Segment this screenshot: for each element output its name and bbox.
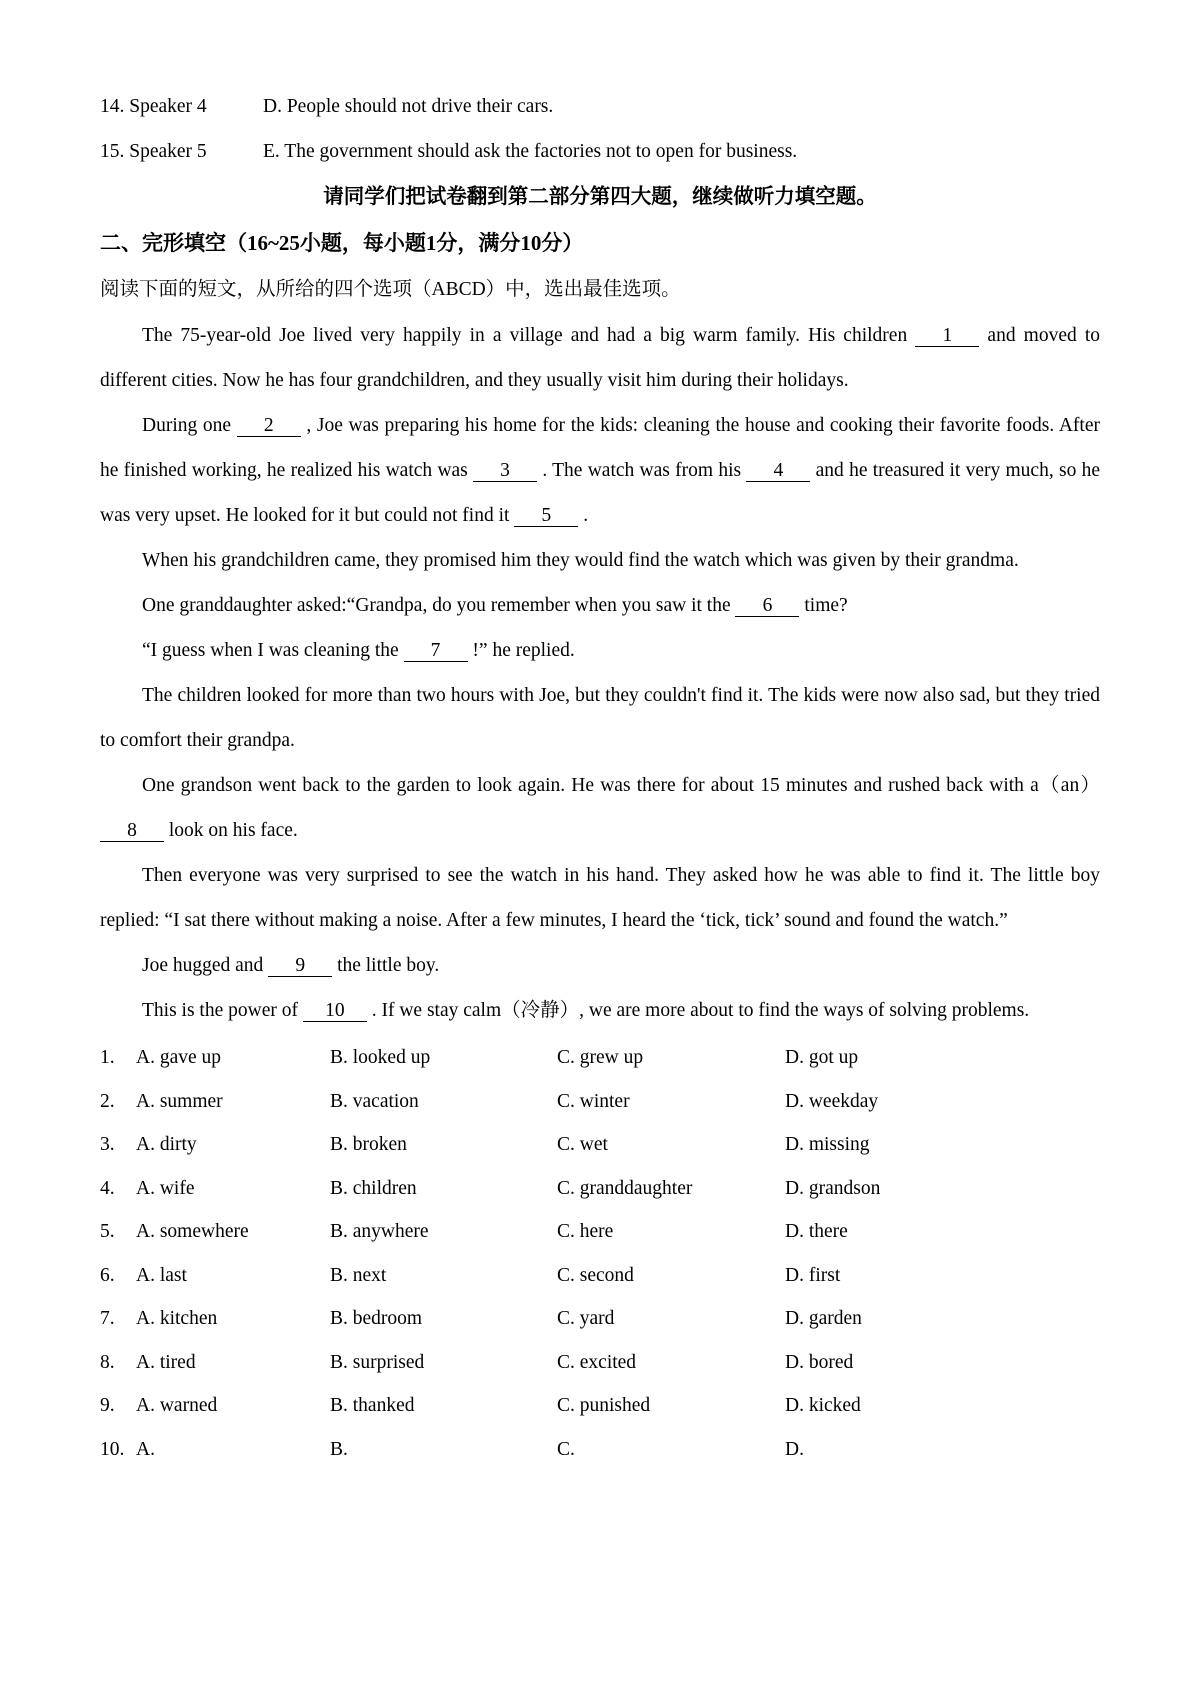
option-a: A. kitchen bbox=[136, 1308, 218, 1329]
option-row bbox=[100, 1123, 1100, 1167]
option-b: B. looked up bbox=[330, 1047, 431, 1068]
cloze-blank: 1 bbox=[915, 326, 979, 347]
option-d: D. bbox=[785, 1438, 804, 1460]
option-row bbox=[100, 1384, 1100, 1428]
passage-paragraph: The 75-year-old Joe lived very happily in a village and had a big warm family. His children 1 and moved to different cities. Now he has four grandchildren, and they usually visit him during their holidays. bbox=[100, 325, 1100, 391]
option-row bbox=[100, 1080, 1100, 1124]
option-d: D. got up bbox=[785, 1047, 859, 1068]
listening-item bbox=[100, 84, 1100, 129]
option-row bbox=[100, 1210, 1100, 1254]
option-row bbox=[100, 1036, 1100, 1080]
cloze-passage bbox=[100, 313, 1100, 1033]
question-number: 8. bbox=[100, 1351, 115, 1373]
listening-section bbox=[100, 84, 1100, 220]
option-row bbox=[100, 1167, 1100, 1211]
option-a: A. summer bbox=[136, 1090, 223, 1112]
option-d: D. first bbox=[785, 1264, 841, 1286]
question-number: 4. bbox=[100, 1177, 115, 1199]
option-row bbox=[100, 1428, 1100, 1472]
passage-paragraph: One granddaughter asked:“Grandpa, do you remember when you saw it the 6 time? bbox=[142, 595, 848, 616]
cloze-blank: 2 bbox=[237, 416, 301, 437]
listening-item bbox=[100, 129, 1100, 174]
option-b: B. children bbox=[330, 1177, 417, 1199]
speaker-label: 14. Speaker 4 bbox=[100, 96, 207, 117]
cloze-blank: 4 bbox=[746, 461, 810, 482]
cloze-blank: 9 bbox=[268, 956, 332, 977]
passage-paragraph: During one 2 , Joe was preparing his home for the kids: cleaning the house and cooking their favorite foods. After he finished working, he realized his watch was 3 . The watch was from his 4 and he treasured it very much, so he was very upset. He looked for it but could not find it 5 . bbox=[100, 415, 1100, 526]
option-d: D. bored bbox=[785, 1351, 854, 1373]
option-c: C. yard bbox=[557, 1308, 615, 1329]
question-number: 9. bbox=[100, 1395, 115, 1416]
cloze-blank: 10 bbox=[303, 1001, 367, 1022]
option-b: B. bbox=[330, 1438, 348, 1460]
option-c: C. grew up bbox=[557, 1047, 644, 1068]
option-c: C. wet bbox=[557, 1134, 608, 1155]
cloze-blank: 5 bbox=[514, 506, 578, 527]
cloze-blank: 6 bbox=[735, 596, 799, 617]
option-d: D. there bbox=[785, 1221, 848, 1242]
option-a: A. wife bbox=[136, 1177, 195, 1199]
question-number: 5. bbox=[100, 1221, 115, 1242]
option-c: C. winter bbox=[557, 1090, 630, 1112]
option-b: B. surprised bbox=[330, 1351, 425, 1373]
option-row bbox=[100, 1297, 1100, 1341]
section-instructions: 阅读下面的短文，从所给的四个选项（ABCD）中，选出最佳选项。 bbox=[100, 279, 681, 300]
option-row bbox=[100, 1341, 1100, 1385]
option-c: C. here bbox=[557, 1221, 614, 1242]
option-a: A. gave up bbox=[136, 1047, 222, 1068]
question-number: 1. bbox=[100, 1047, 115, 1068]
speaker-label: 15. Speaker 5 bbox=[100, 141, 207, 162]
option-d: D. garden bbox=[785, 1308, 862, 1329]
option-a: A. warned bbox=[136, 1395, 218, 1416]
option-b: B. bedroom bbox=[330, 1308, 423, 1329]
option-d: D. kicked bbox=[785, 1395, 861, 1416]
cloze-blank: 3 bbox=[473, 461, 537, 482]
option-c: C. second bbox=[557, 1264, 634, 1286]
turn-page-notice: 请同学们把试卷翻到第二部分第四大题，继续做听力填空题。 bbox=[323, 186, 877, 208]
option-b: B. anywhere bbox=[330, 1221, 429, 1242]
option-a: A. dirty bbox=[136, 1134, 197, 1155]
option-a: A. bbox=[136, 1438, 155, 1460]
option-c: C. excited bbox=[557, 1351, 637, 1373]
option-b: B. next bbox=[330, 1264, 387, 1286]
question-number: 10. bbox=[100, 1438, 125, 1460]
passage-paragraph: The children looked for more than two hours with Joe, but they couldn't find it. The kids were now also sad, but they tried to comfort their grandpa. bbox=[100, 685, 1100, 751]
question-number: 2. bbox=[100, 1090, 115, 1112]
option-c: C. granddaughter bbox=[557, 1177, 693, 1199]
passage-paragraph: When his grandchildren came, they promised him they would find the watch which was given by their grandma. bbox=[142, 550, 1019, 571]
cloze-blank: 7 bbox=[404, 641, 468, 662]
cloze-blank: 8 bbox=[100, 821, 164, 842]
section-title: 二、完形填空（16~25小题，每小题1分，满分10分） bbox=[100, 231, 584, 255]
question-number: 3. bbox=[100, 1134, 115, 1155]
option-row-clipped bbox=[100, 1428, 1100, 1460]
option-d: D. grandson bbox=[785, 1177, 881, 1199]
passage-paragraph: This is the power of 10 . If we stay calm（冷静）, we are more about to find the ways of solving problems. bbox=[142, 1000, 1030, 1021]
option-row bbox=[100, 1254, 1100, 1298]
passage-paragraph: One grandson went back to the garden to look again. He was there for about 15 minutes and rushed back with a（an） 8 look on his face. bbox=[100, 763, 1100, 853]
option-a: A. tired bbox=[136, 1351, 196, 1373]
question-number: 7. bbox=[100, 1308, 115, 1329]
passage-paragraph: Joe hugged and 9 the little boy. bbox=[142, 955, 440, 976]
options-table bbox=[100, 1036, 1100, 1460]
option-d: D. missing bbox=[785, 1134, 870, 1155]
option-b: B. broken bbox=[330, 1134, 407, 1155]
passage-paragraph: “I guess when I was cleaning the 7 !” he replied. bbox=[142, 640, 575, 661]
passage-paragraph: Then everyone was very surprised to see the watch in his hand. They asked how he was able to find it. The little boy replied: “I sat there without making a noise. After a few minutes, I heard the ‘tick, tick’ sound and found the watch.” bbox=[100, 865, 1100, 931]
option-a: A. last bbox=[136, 1264, 187, 1286]
option-b: B. vacation bbox=[330, 1090, 419, 1112]
option-b: B. thanked bbox=[330, 1395, 415, 1416]
option-a: A. somewhere bbox=[136, 1221, 249, 1242]
option-c: C. bbox=[557, 1438, 575, 1460]
option-d: D. weekday bbox=[785, 1090, 879, 1112]
speaker-option: E. The government should ask the factories not to open for business. bbox=[263, 141, 798, 162]
speaker-option: D. People should not drive their cars. bbox=[263, 96, 554, 117]
question-number: 6. bbox=[100, 1264, 115, 1286]
option-c: C. punished bbox=[557, 1395, 651, 1416]
